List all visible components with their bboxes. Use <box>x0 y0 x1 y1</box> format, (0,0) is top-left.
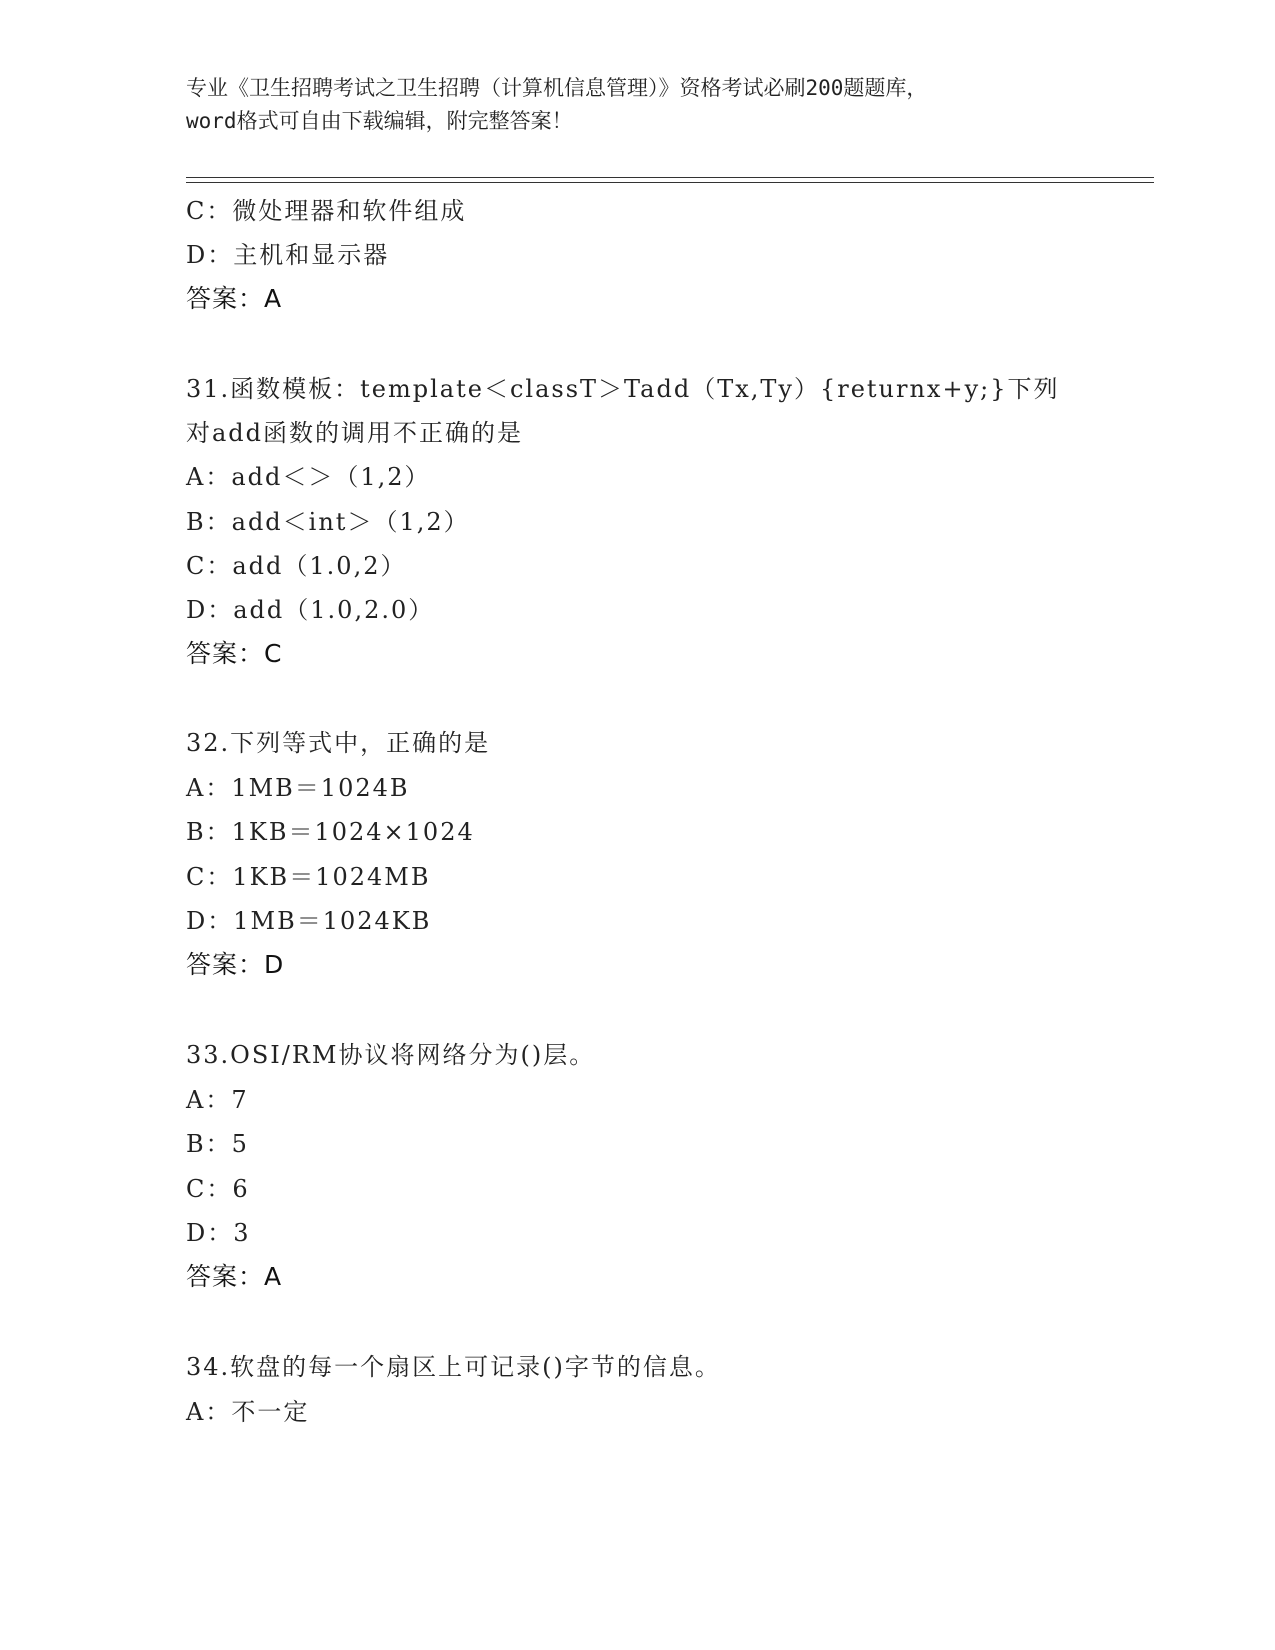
answer-value: A <box>264 1262 283 1291</box>
document-header <box>186 72 1086 138</box>
q32-option-a: A：1MB＝1024B <box>186 774 410 802</box>
q32-option-b: B：1KB＝1024×1024 <box>186 818 475 846</box>
answer-label: 答案： <box>186 284 265 313</box>
answer-label: 答案： <box>186 639 265 668</box>
answer-value: D <box>264 950 285 979</box>
q31-stem-line-2: 对add函数的调用不正确的是 <box>186 419 524 447</box>
q34-stem: 34.软盘的每一个扇区上可记录()字节的信息。 <box>186 1353 721 1381</box>
q31-option-a: A：add＜＞（1,2） <box>186 463 431 491</box>
q30-option-d: D：主机和显示器 <box>186 241 390 269</box>
q33-option-d: D：3 <box>186 1219 251 1247</box>
answer-value: A <box>264 284 283 313</box>
q32-stem: 32.下列等式中，正确的是 <box>186 729 491 757</box>
q33-option-c: C：6 <box>186 1175 250 1203</box>
q31-option-d: D：add（1.0,2.0） <box>186 596 435 624</box>
q32-answer <box>186 950 284 980</box>
header-divider-top <box>186 177 1154 178</box>
q30-option-c: C：微处理器和软件组成 <box>186 197 467 225</box>
q30-answer <box>186 284 282 314</box>
q34-option-a: A：不一定 <box>186 1398 310 1426</box>
q31-answer <box>186 639 282 669</box>
q32-option-d: D：1MB＝1024KB <box>186 907 432 935</box>
q33-answer <box>186 1262 282 1292</box>
answer-label: 答案： <box>186 950 265 979</box>
q33-option-b: B：5 <box>186 1130 249 1158</box>
q33-stem: 33.OSI/RM协议将网络分为()层。 <box>186 1041 596 1069</box>
header-line-1: 专业《卫生招聘考试之卫生招聘（计算机信息管理）》资格考试必刷200题题库， <box>186 76 928 100</box>
q31-option-b: B：add＜int＞（1,2） <box>186 508 470 536</box>
answer-label: 答案： <box>186 1262 265 1291</box>
answer-value: C <box>264 639 283 668</box>
header-line-2: word格式可自由下载编辑，附完整答案！ <box>186 109 573 133</box>
q31-option-c: C：add（1.0,2） <box>186 552 407 580</box>
q33-option-a: A：7 <box>186 1086 249 1114</box>
header-divider-bottom <box>186 182 1154 183</box>
q32-option-c: C：1KB＝1024MB <box>186 863 431 891</box>
q31-stem-line-1: 31.函数模板：template＜classT＞Tadd（Tx,Ty）{returnx+y;}下列 <box>186 375 1060 403</box>
